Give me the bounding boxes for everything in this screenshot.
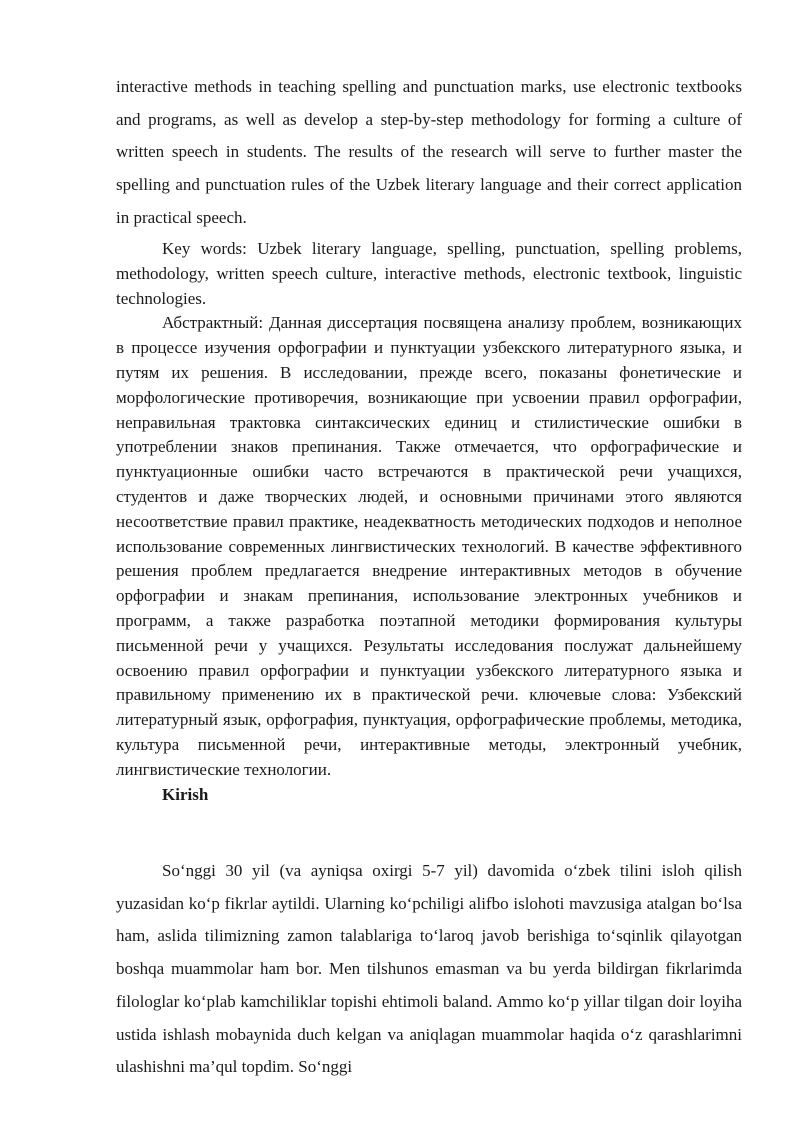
kirish-body-paragraph: So‘nggi 30 yil (va ayniqsa oxirgi 5-7 yil) davomida o‘zbek tilini isloh qilish yuzasidan ko‘p fikrlar aytildi. Ularning ko‘pchiligi alifbo islohoti mavzusiga atalgan bo‘lsa ham, aslida tilimizning zamon talablariga to‘laroq javob berishiga to‘sqinlik qilayotgan boshqa muammolar ham bor. Men tilshunos emasman va bu yerda bildirgan fikrlarimda filologlar ko‘plab kamchiliklar topishi ehtimoli baland. Ammo ko‘p yillar tilgan doir loyiha ustida ishlash mobaynida duch kelgan va aniqlagan muammolar haqida o‘z qarashlarimni ulashishni ma’qul topdim. So‘nggi [116, 861, 742, 1077]
keywords-and-russian-block [116, 237, 742, 807]
key-words-paragraph: Key words: Uzbek literary language, spelling, punctuation, spelling problems, methodology, written speech culture, interactive methods, electronic textbook, linguistic technologies. [116, 239, 742, 308]
section-heading-kirish: Kirish [162, 784, 209, 804]
abstract-continuation-paragraph: interactive methods in teaching spelling and punctuation marks, use electronic textbooks and programs, as well as develop a step-by-step methodology for forming a culture of written speech in students. The results of the research will serve to further master the spelling and punctuation rules of the Uzbek literary language and their correct application in practical speech. [116, 77, 742, 227]
russian-abstract-paragraph: Абстрактный: Данная диссертация посвящена анализу проблем, возникающих в процессе изучения орфографии и пунктуации узбекского литературного языка, и путям их решения. В исследовании, прежде всего, показаны фонетические и морфологические противоречия, возникающие при усвоении правил орфографии, неправильная трактовка синтаксических единиц и стилистические ошибки в употреблении знаков препинания. Также отмечается, что орфографические и пунктуационные ошибки часто встречаются в практической речи учащихся, студентов и даже творческих людей, и основными причинами этого являются несоответствие правил практике, неадекватность методических подходов и неполное использование современных лингвистических технологий. В качестве эффективного решения проблем предлагается внедрение интерактивных методов в обучение орфографии и знакам препинания, использование электронных учебников и программ, а также разработка поэтапной методики формирования культуры письменной речи у учащихся. Результаты исследования послужат дальнейшему освоению правил орфографии и пунктуации узбекского литературного языка и правильному применению их в практической речи. ключевые слова: Узбекский литературный язык, орфография, пунктуация, орфографические проблемы, методика, культура письменной речи, интерактивные методы, электронный учебник, лингвистические технологии. [116, 313, 742, 779]
english-abstract-block [116, 71, 742, 235]
kirish-section [116, 855, 742, 1084]
